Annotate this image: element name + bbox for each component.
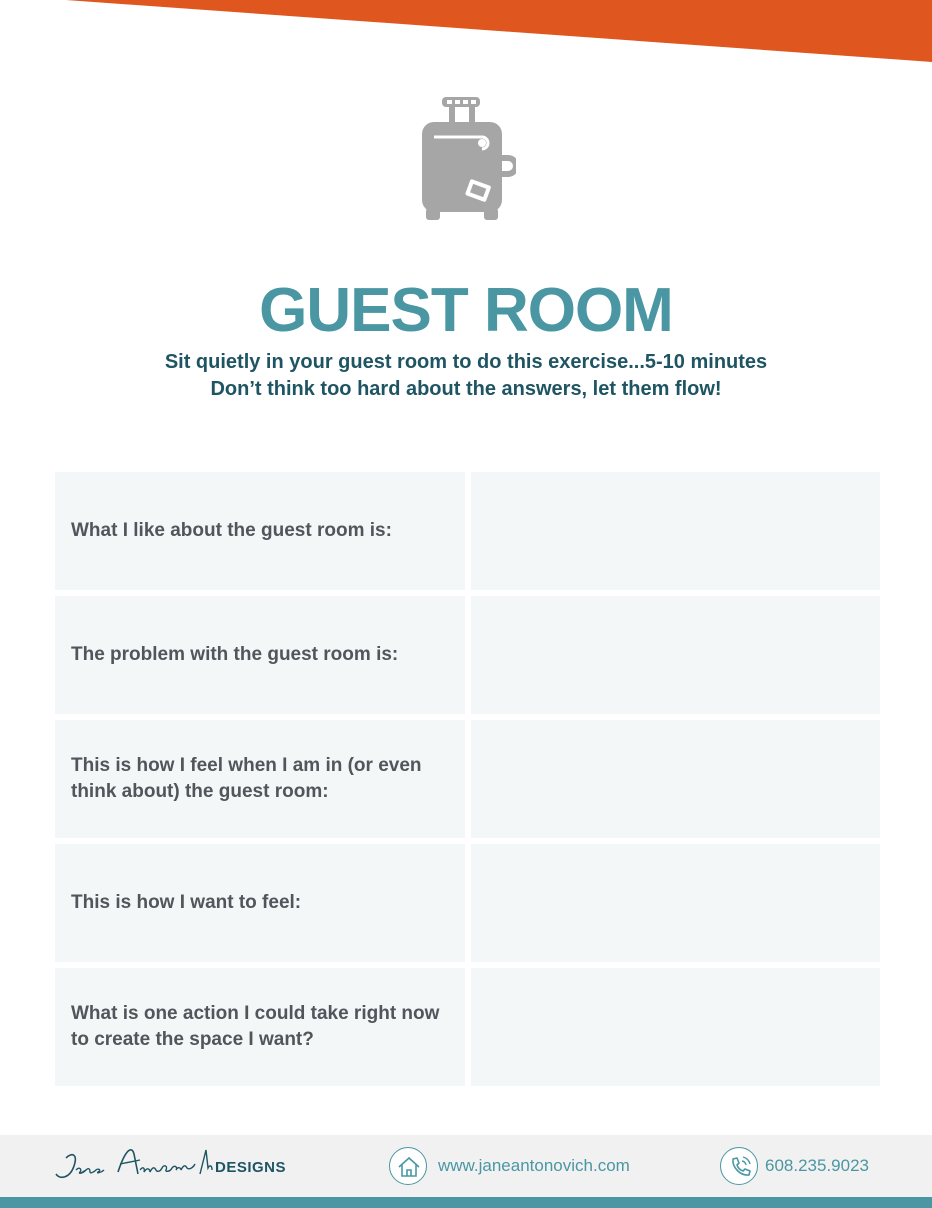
answer-box[interactable] — [471, 596, 880, 714]
question-prompt: What is one action I could take right now to create the space I want? — [55, 968, 465, 1086]
answer-box[interactable] — [471, 720, 880, 838]
suitcase-icon — [416, 96, 516, 222]
phone-icon — [720, 1147, 758, 1185]
question-prompt: This is how I want to feel: — [55, 844, 465, 962]
question-prompt: The problem with the guest room is: — [55, 596, 465, 714]
question-row — [55, 596, 880, 714]
instruction-line-2: Don’t think too hard about the answers, let them flow! — [210, 378, 722, 400]
question-table — [55, 472, 880, 1092]
phone-number[interactable]: 608.235.9023 — [765, 1156, 869, 1175]
instruction-line-1: Sit quietly in your guest room to do this exercise...5-10 minutes — [164, 351, 768, 373]
home-icon — [389, 1147, 427, 1185]
instructions — [0, 349, 932, 403]
question-row — [55, 720, 880, 838]
question-row — [55, 844, 880, 962]
question-row — [55, 968, 880, 1086]
answer-box[interactable] — [471, 844, 880, 962]
question-prompt: What I like about the guest room is: — [55, 472, 465, 590]
website-link[interactable]: www.janeantonovich.com — [438, 1156, 630, 1175]
question-prompt: This is how I feel when I am in (or even think about) the guest room: — [55, 720, 465, 838]
top-banner — [0, 0, 932, 70]
logo-designs-text: DESIGNS — [215, 1159, 287, 1176]
footer-accent-bar — [0, 1197, 932, 1208]
answer-box[interactable] — [471, 968, 880, 1086]
logo-signature — [54, 1144, 214, 1186]
page-title: GUEST ROOM — [259, 276, 673, 345]
question-row — [55, 472, 880, 590]
answer-box[interactable] — [471, 472, 880, 590]
